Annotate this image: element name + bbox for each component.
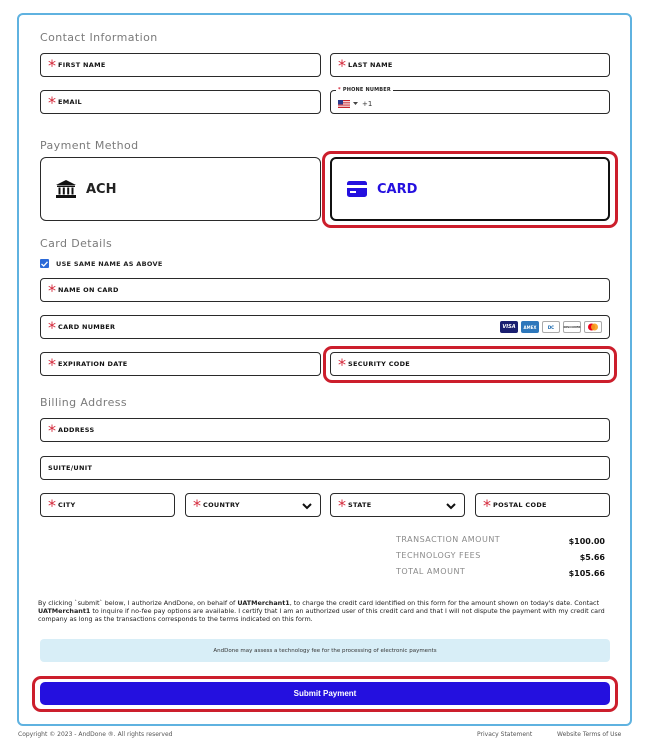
state-label: STATE [348, 501, 372, 509]
merchant-name: UATMerchant1 [38, 607, 91, 616]
phone-number-label: * PHONE NUMBER [338, 87, 391, 93]
website-terms-link[interactable]: Website Terms of Use [557, 731, 622, 738]
mastercard-icon [584, 321, 602, 333]
email-field[interactable] [40, 90, 321, 114]
visa-icon: VISA [500, 321, 518, 333]
card-label: CARD [377, 181, 418, 197]
card-number-field[interactable] [40, 315, 610, 339]
chevron-down-icon [446, 501, 456, 511]
card-brand-icons [500, 321, 602, 333]
country-label: COUNTRY [203, 501, 240, 509]
chevron-down-icon [302, 501, 312, 511]
card-option[interactable] [330, 157, 610, 221]
expiration-date-field[interactable] [40, 352, 321, 376]
checkmark-icon [41, 261, 48, 267]
required-mark: * [48, 55, 56, 75]
address-label: ADDRESS [58, 426, 95, 434]
security-code-field[interactable] [330, 352, 610, 376]
technology-fee-notice: AndDone may assess a technology fee for the processing of electronic payments [40, 639, 610, 662]
amex-icon: AMEX [521, 321, 539, 333]
postal-code-field[interactable] [475, 493, 610, 517]
transaction-amount-label: TRANSACTION AMOUNT [396, 535, 501, 544]
copyright-text: Copyright © 2023 - AndDone ®. All rights reserved [18, 731, 173, 738]
required-mark: * [338, 495, 346, 515]
chevron-down-icon [353, 102, 358, 106]
name-on-card-field[interactable] [40, 278, 610, 302]
same-name-checkbox[interactable] [40, 259, 49, 268]
address-field[interactable] [40, 418, 610, 442]
city-label: CITY [58, 501, 76, 509]
total-amount-value: $105.66 [568, 569, 605, 578]
ach-label: ACH [86, 181, 117, 197]
phone-country-code: +1 [362, 100, 373, 108]
ach-option[interactable] [40, 157, 321, 221]
first-name-label: FIRST NAME [58, 61, 106, 69]
required-mark: * [48, 317, 56, 337]
required-mark: * [48, 92, 56, 112]
country-select[interactable] [185, 493, 321, 517]
billing-section-title: Billing Address [40, 396, 128, 409]
technology-fees-label: TECHNOLOGY FEES [396, 551, 481, 560]
name-on-card-label: NAME ON CARD [58, 286, 119, 294]
security-code-label: SECURITY CODE [348, 360, 411, 368]
credit-card-icon [347, 181, 367, 197]
expiration-date-label: EXPIRATION DATE [58, 360, 128, 368]
last-name-field[interactable] [330, 53, 610, 77]
card-details-title: Card Details [40, 237, 113, 250]
phone-number-field[interactable] [330, 90, 610, 114]
required-mark: * [338, 354, 346, 374]
last-name-label: LAST NAME [348, 61, 393, 69]
merchant-name: UATMerchant1 [237, 599, 290, 607]
bank-icon [56, 180, 76, 198]
required-mark: * [48, 420, 56, 440]
suite-unit-label: SUITE/UNIT [48, 464, 93, 472]
card-number-label: CARD NUMBER [58, 323, 116, 331]
city-field[interactable] [40, 493, 175, 517]
authorization-terms: By clicking `submit` below, I authorize AndDone, on behalf of UATMerchant1, to charge the credit card identified on this form for the amount shown on today's date. Contact UATMerchant1 to inquire if no-fee pay options are available. I certify that I am an authorized user of this credit card and that I will not dispute the payment with my credit card company as long as the transactions corresponds to the terms indicated on this form. [38, 599, 605, 624]
email-label: EMAIL [58, 98, 82, 106]
first-name-field[interactable] [40, 53, 321, 77]
postal-code-label: POSTAL CODE [493, 501, 547, 509]
technology-fees-value: $5.66 [579, 553, 605, 562]
transaction-amount-value: $100.00 [568, 537, 605, 546]
state-select[interactable] [330, 493, 465, 517]
total-amount-label: TOTAL AMOUNT [396, 567, 466, 576]
suite-unit-field[interactable] [40, 456, 610, 480]
privacy-statement-link[interactable]: Privacy Statement [477, 731, 533, 738]
required-mark: * [48, 280, 56, 300]
required-mark: * [483, 495, 491, 515]
discover-icon: DISCOVER [563, 321, 581, 333]
payment-section-title: Payment Method [40, 139, 139, 152]
required-mark: * [193, 495, 201, 515]
required-mark: * [338, 55, 346, 75]
diners-club-icon: DC [542, 321, 560, 333]
required-mark: * [48, 495, 56, 515]
same-name-label: USE SAME NAME AS ABOVE [56, 260, 163, 268]
required-mark: * [48, 354, 56, 374]
country-flag-icon[interactable] [338, 100, 358, 108]
contact-section-title: Contact Information [40, 31, 158, 44]
submit-payment-button[interactable]: Submit Payment [40, 682, 610, 705]
